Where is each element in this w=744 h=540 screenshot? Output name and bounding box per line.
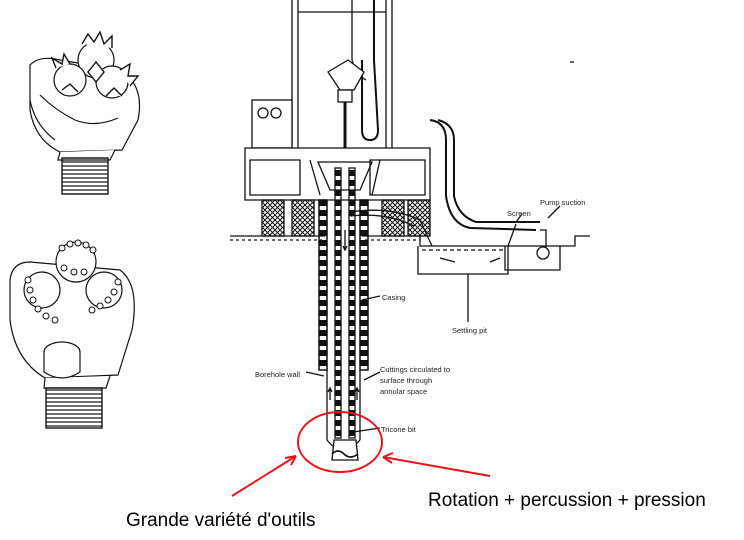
label-borehole-wall: Borehole wall: [255, 370, 301, 379]
tricone-bit-illustration-top: [30, 32, 140, 194]
label-settling-pit: Settling pit: [452, 326, 488, 335]
label-pump-suction: Pump suction: [540, 198, 586, 207]
label-cuttings-line-2: surface through: [380, 376, 433, 385]
arrow-to-tools: [232, 456, 296, 496]
arrow-to-method: [383, 457, 490, 476]
label-casing: Casing: [382, 293, 406, 302]
caption-method: Rotation + percussion + pression: [428, 490, 706, 511]
label-cuttings-line-3: annular space: [380, 387, 428, 396]
label-tricone-bit: Tricone bit: [381, 425, 416, 434]
label-cuttings-line-1: Cuttings circulated to: [380, 365, 451, 374]
highlight-annotation: [232, 412, 490, 496]
label-screen: Screen: [507, 209, 531, 218]
caption-tools: Grande variété d'outils: [126, 510, 316, 531]
button-bit-illustration-bottom: [10, 240, 134, 428]
